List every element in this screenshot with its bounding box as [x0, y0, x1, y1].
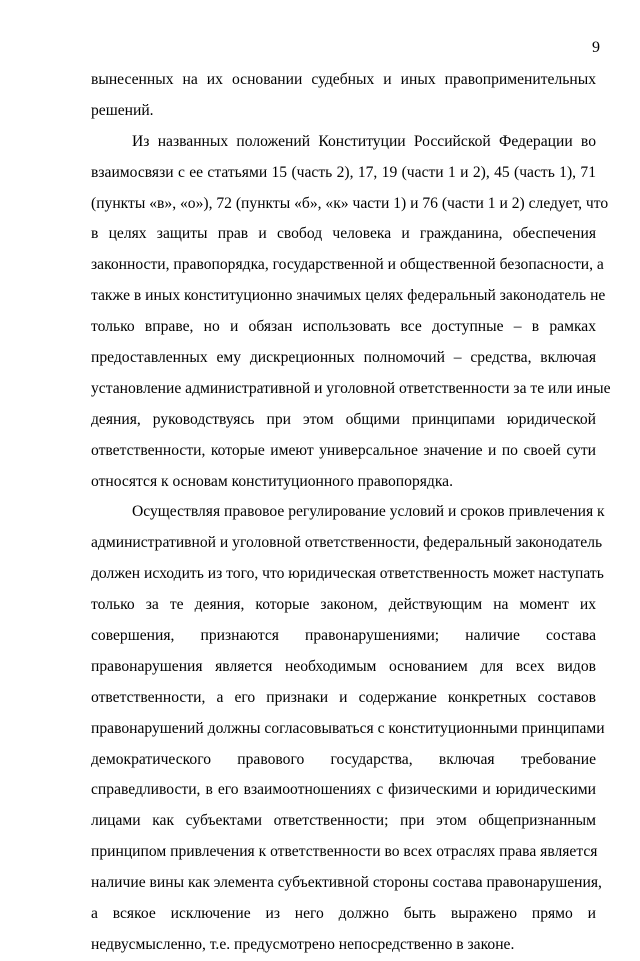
text-line: справедливости, в его взаимоотношениях с физическими и юридическими — [91, 781, 596, 799]
text-line: взаимосвязи с ее статьями 15 (часть 2), 17, 19 (части 1 и 2), 45 (часть 1), 71 — [91, 163, 596, 181]
text-line: деяния, руководствуясь при этом общими принципами юридической — [91, 410, 596, 428]
text-line: Из названных положений Конституции Российской Федерации во — [132, 132, 596, 150]
text-line: ответственности, а его признаки и содержание конкретных составов — [91, 688, 596, 706]
text-line: предоставленных ему дискреционных полномочий – средства, включая — [91, 349, 596, 367]
page-number: 9 — [592, 39, 600, 56]
text-line: только за те деяния, которые законом, действующим на момент их — [91, 596, 596, 614]
text-line: демократического правового государства, включая требование — [91, 750, 596, 768]
text-line: законности, правопорядка, государственной и общественной безопасности, а — [91, 256, 604, 274]
text-line: Осуществляя правовое регулирование условий и сроков привлечения к — [132, 503, 605, 521]
text-line: а всякое исключение из него должно быть выражено прямо и — [91, 905, 596, 923]
text-line: относятся к основам конституционного правопорядка. — [91, 472, 454, 490]
text-line: совершения, признаются правонарушениями; наличие состава — [91, 627, 596, 645]
body-text — [91, 65, 611, 961]
text-line: установление административной и уголовной ответственности за те или иные — [91, 379, 611, 397]
text-line: только вправе, но и обязан использовать все доступные – в рамках — [91, 318, 596, 336]
text-line: в целях защиты прав и свобод человека и гражданина, обеспечения — [91, 225, 596, 243]
text-line: должен исходить из того, что юридическая ответственность может наступать — [91, 565, 604, 583]
text-line: правонарушения является необходимым основанием для всех видов — [91, 657, 596, 675]
text-line: решений. — [91, 101, 154, 119]
text-line: вынесенных на их основании судебных и иных правоприменительных — [91, 71, 596, 88]
text-line: принципом привлечения к ответственности во всех отраслях права является — [91, 843, 598, 861]
text-line: правонарушений должны согласовываться с конституционными принципами — [91, 719, 605, 737]
text-line: (пункты «в», «о»), 72 (пункты «б», «к» части 1) и 76 (части 1 и 2) следует, что — [91, 194, 609, 212]
text-line: наличие вины как элемента субъективной стороны состава правонарушения, — [91, 874, 602, 892]
text-line: недвусмысленно, т.е. предусмотрено непосредственно в законе. — [91, 935, 515, 953]
text-line: ответственности, которые имеют универсальное значение и по своей сути — [91, 441, 596, 459]
text-line: лицами как субъектами ответственности; при этом общепризнанным — [91, 812, 596, 830]
text-line: административной и уголовной ответственности, федеральный законодатель — [91, 534, 603, 552]
text-line: также в иных конституционно значимых целях федеральный законодатель не — [91, 287, 606, 305]
